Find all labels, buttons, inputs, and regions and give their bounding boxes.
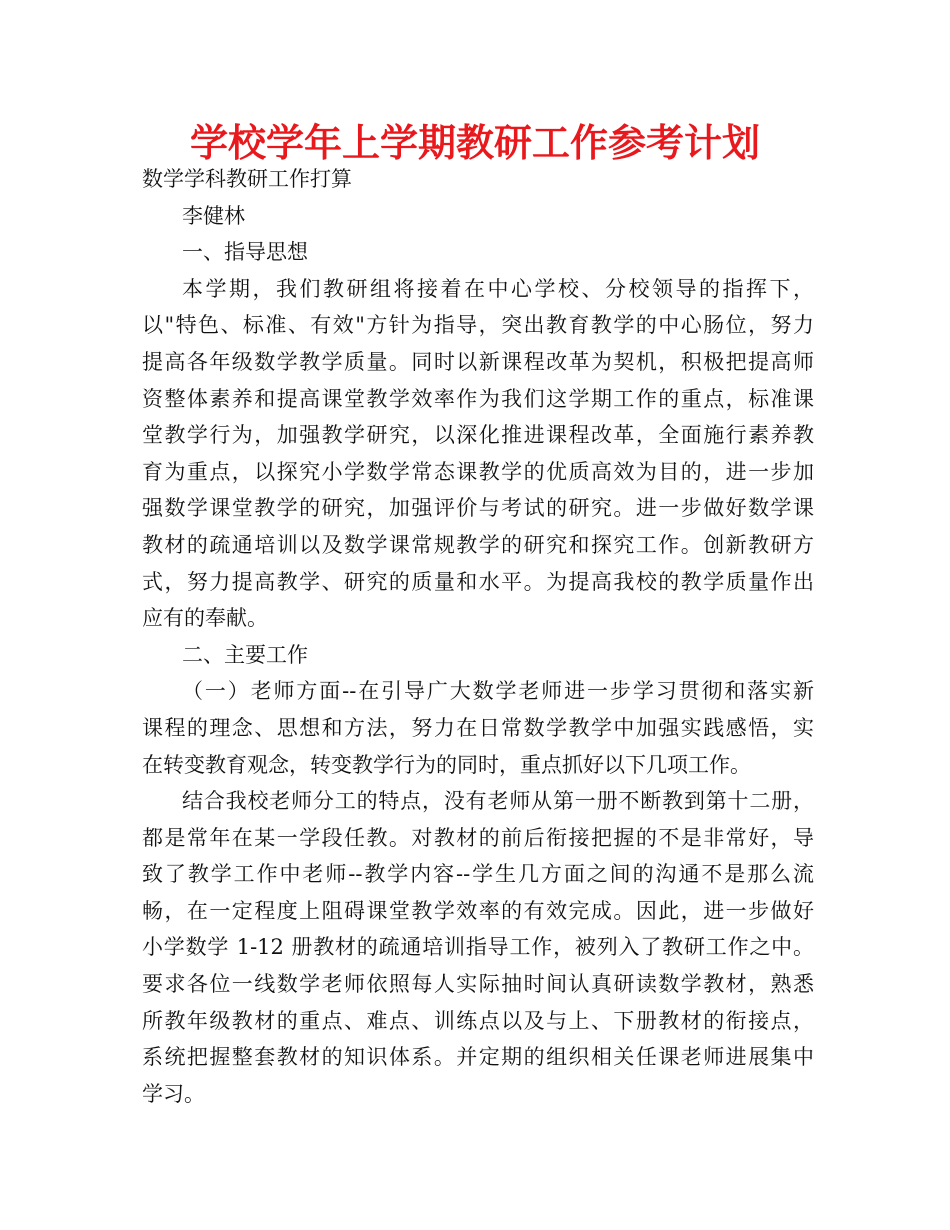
paragraph-line: 本学期，我们教研组将接着在中心学校、分校领导的指挥下， bbox=[182, 276, 814, 301]
paragraph-line: 结合我校老师分工的特点，没有老师从第一册不断教到第十二册， bbox=[182, 789, 814, 814]
paragraph-line: 小学数学 1-12 册教材的疏通培训指导工作，被列入了教研工作之中。 bbox=[142, 935, 814, 960]
document-author: 李健林 bbox=[182, 203, 245, 228]
paragraph-line: 教材的疏通培训以及数学课常规教学的研究和探究工作。创新教研方 bbox=[142, 532, 814, 557]
paragraph-textbook-training bbox=[142, 783, 814, 1112]
paragraph-teacher-aspect bbox=[142, 673, 814, 783]
paragraph-line: 式，努力提高教学、研究的质量和水平。为提高我校的教学质量作出 bbox=[142, 569, 814, 594]
paragraph-line: 应有的奉献。 bbox=[142, 606, 268, 631]
paragraph-line: 提高各年级数学教学质量。同时以新课程改革为契机，积极把提高师 bbox=[142, 349, 814, 374]
document-subtitle: 数学学科教研工作打算 bbox=[142, 167, 352, 191]
paragraph-line: 要求各位一线数学老师依照每人实际抽时间认真研读数学教材，熟悉 bbox=[142, 972, 814, 997]
paragraph-line: 育为重点，以探究小学数学常态课教学的优质高效为目的，进一步加 bbox=[142, 459, 814, 484]
paragraph-line: 都是常年在某一学段任教。对教材的前后衔接把握的不是非常好，导 bbox=[142, 825, 814, 850]
paragraph-line: 所教年级教材的重点、难点、训练点以及与上、下册教材的衔接点， bbox=[142, 1008, 814, 1033]
paragraph-line: 以"特色、标准、有效"方针为指导，突出教育教学的中心肠位，努力 bbox=[142, 313, 814, 338]
paragraph-line: 强数学课堂教学的研究，加强评价与考试的研究。进一步做好数学课 bbox=[142, 496, 814, 521]
paragraph-line: 学习。 bbox=[142, 1081, 205, 1106]
paragraph-guiding-ideology bbox=[142, 271, 814, 637]
paragraph-line: 畅，在一定程度上阻碍课堂教学效率的有效完成。因此，进一步做好 bbox=[142, 898, 814, 923]
paragraph-line: 致了教学工作中老师--教学内容--学生几方面之间的沟通不是那么流 bbox=[142, 862, 814, 887]
paragraph-line: 堂教学行为，加强教学研究，以深化推进课程改革，全面施行素养教 bbox=[142, 423, 814, 448]
paragraph-line: 在转变教育观念，转变教学行为的同时，重点抓好以下几项工作。 bbox=[142, 752, 751, 777]
document-body bbox=[142, 161, 814, 1112]
paragraph-line: 课程的理念、思想和方法，努力在日常数学教学中加强实践感悟，实 bbox=[142, 715, 814, 740]
section-heading-main-work: 二、主要工作 bbox=[182, 642, 308, 667]
paragraph-line: （一）老师方面--在引导广大数学老师进一步学习贯彻和落实新 bbox=[182, 679, 814, 704]
section-heading-guiding-ideology: 一、指导思想 bbox=[182, 240, 308, 265]
paragraph-line: 资整体素养和提高课堂教学效率作为我们这学期工作的重点，标准课 bbox=[142, 386, 814, 411]
document-title: 学校学年上学期教研工作参考计划 bbox=[189, 121, 760, 165]
paragraph-line: 系统把握整套教材的知识体系。并定期的组织相关任课老师进展集中 bbox=[142, 1045, 814, 1070]
